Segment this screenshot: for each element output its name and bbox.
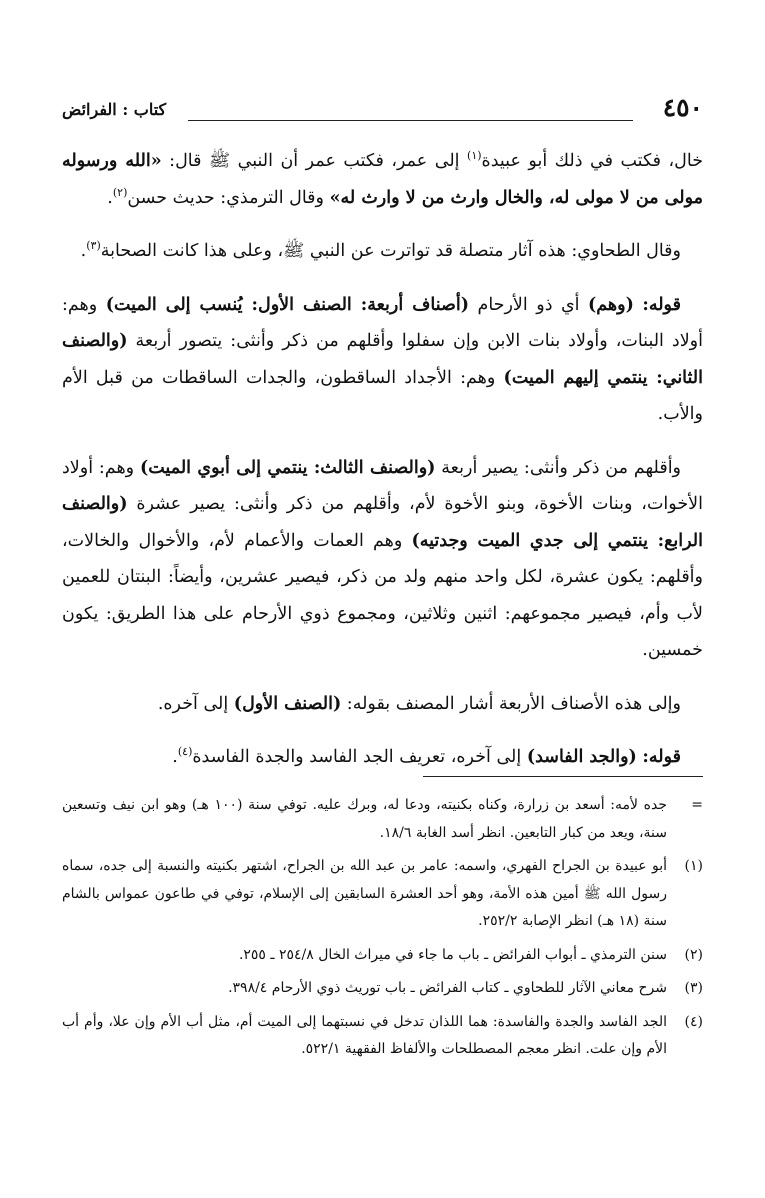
footnote-ref-1: (١) <box>467 149 482 163</box>
text-run: وقال الترمذي: حديث حسن <box>127 187 330 208</box>
text-run: إلى آخره. <box>157 693 234 714</box>
matn-quote: (وهم) <box>588 294 634 315</box>
text-run: خال، فكتب في ذلك أبو عبيدة <box>481 151 704 171</box>
text-run: وهم: أولاد البنات، وأولاد بنات الابن وإن سفلوا وأقلهم من ذكر وأنثى: يتصور أربعة <box>62 294 703 351</box>
matn-quote: (والصنف الثالث: ينتمي إلى أبوي الميت) <box>139 457 436 478</box>
page-number: ٤٥٠ <box>662 93 703 122</box>
footnote-marker: (٤) <box>684 1013 703 1030</box>
text-run: إلى آخره، تعريف الجد الفاسد والجدة الفاسدة <box>192 747 527 767</box>
paragraph-2 <box>62 233 703 270</box>
footnote-1 <box>62 853 703 936</box>
paragraph-6 <box>62 739 703 776</box>
footnote-separator <box>423 776 703 777</box>
footnote-text: أبو عبيدة بن الجراح الفهري، واسمه: عامر بن عبد الله بن الجراح، اشتهر بكنيته والنسبة إلى جده، سماه رسول الله ﷺ أمين هذه الأمة، وهو أحد العشرة السابقين إلى الإسلام، توفي في طاعون عمواس بالشام سنة (١٨ هـ) انظر الإصابة ٢٥٢/٢. <box>62 858 667 929</box>
footnote-ref-2: (٢) <box>112 185 128 199</box>
running-title: كتاب : الفرائض <box>62 100 167 119</box>
qawluh-label: قوله: <box>642 294 681 315</box>
header-rule <box>188 120 633 121</box>
footnote-ref-4: (٤) <box>177 745 193 759</box>
footnote-4 <box>62 1009 703 1064</box>
text-run: وإلى هذه الأصناف الأربعة أشار المصنف بقوله: <box>341 693 681 714</box>
footnotes <box>62 792 703 1070</box>
footnote-text: سنن الترمذي ـ أبواب الفرائض ـ باب ما جاء في ميراث الخال ٢٥٤/٨ ـ ٢٥٥. <box>238 946 667 963</box>
text-run: . <box>172 747 178 767</box>
matn-quote: (أصناف أربعة: الصنف الأول: يُنسب إلى الميت) <box>105 294 469 315</box>
matn-quote: (الصنف الأول) <box>233 693 342 714</box>
text-run: وقال الطحاوي: هذه آثار متصلة قد تواترت عن النبي ﷺ، وعلى هذا كانت الصحابة <box>100 241 681 261</box>
text-run: وهم: أولاد الأخوات، وبنات الأخوة، وبنو الأخوة لأم، وأقلهم من ذكر وأنثى: يصير عشرة <box>62 457 703 514</box>
matn-quote: (والصنف الرابع: ينتمي إلى جدي الميت وجدتيه) <box>62 494 703 551</box>
text-run: أي ذو الأرحام <box>469 294 588 315</box>
matn-quote: (والجد الفاسد) <box>526 747 637 767</box>
text-run: وهم العمات والأعمام لأم، والأخوال والخالات، وأقلهم: يكون عشرة، لكل واحد منهم ولد من ذكر، فيصير عشرين، وأيضاً: البنتان للعمين لأب وأم، فيصير مجموعهم: اثنين وثلاثين، ومجموع ذوي الأرحام على هذا الطريق: يكون خمسين. <box>62 530 703 660</box>
footnote-text: الجد الفاسد والجدة والفاسدة: هما اللذان تدخل في نسبتهما إلى الميت أم، مثل أب الأم وإن علا، وأم أب الأم وإن علت. انظر معجم المصطلحات والألفاظ الفقهية ٥٢٢/١. <box>62 1013 667 1057</box>
paragraph-1 <box>62 143 703 216</box>
footnote-text: شرح معاني الآثار للطحاوي ـ كتاب الفرائض ـ باب توريث ذوي الأرحام ٣٩٨/٤. <box>228 980 667 996</box>
footnote-ref-3: (٣) <box>86 239 101 253</box>
text-run: وهم: الأجداد الساقطون، والجدات الساقطات من قبل الأم والأب. <box>62 367 703 424</box>
footnote-marker: = <box>691 797 703 813</box>
text-run: إلى عمر، فكتب عمر أن النبي ﷺ قال: <box>161 151 468 171</box>
footnote-marker: (٣) <box>684 980 703 996</box>
footnote-marker: (٢) <box>684 946 703 963</box>
footnote-marker: (١) <box>684 858 703 874</box>
page-header <box>62 94 703 124</box>
qawluh-label: قوله: <box>642 747 681 767</box>
text-run: . <box>80 241 87 261</box>
paragraph-3 <box>62 287 703 433</box>
paragraph-5 <box>62 686 703 723</box>
text-run: وأقلهم من ذكر وأنثى: يصير أربعة <box>435 457 682 478</box>
footnote-3 <box>62 975 703 1003</box>
main-text <box>62 143 703 793</box>
matn-quote: (والصنف الثاني: ينتمي إليهم الميت) <box>62 331 703 388</box>
footnote-text: جده لأمه: أسعد بن زرارة، وكناه بكنيته، ودعا له، وبرك عليه. توفي سنة (١٠٠ هـ) وهو ابن نيف وتسعين سنة، ويعد من كبار التابعين. انظر أسد الغابة ١٨/٦. <box>62 797 667 841</box>
hadith-quote: «الله ورسوله مولى من لا مولى له، والخال وارث من لا وارث له» <box>62 151 703 208</box>
footnote-continuation <box>62 792 703 847</box>
text-run: . <box>107 187 113 208</box>
footnote-2 <box>62 942 703 970</box>
paragraph-4 <box>62 450 703 669</box>
